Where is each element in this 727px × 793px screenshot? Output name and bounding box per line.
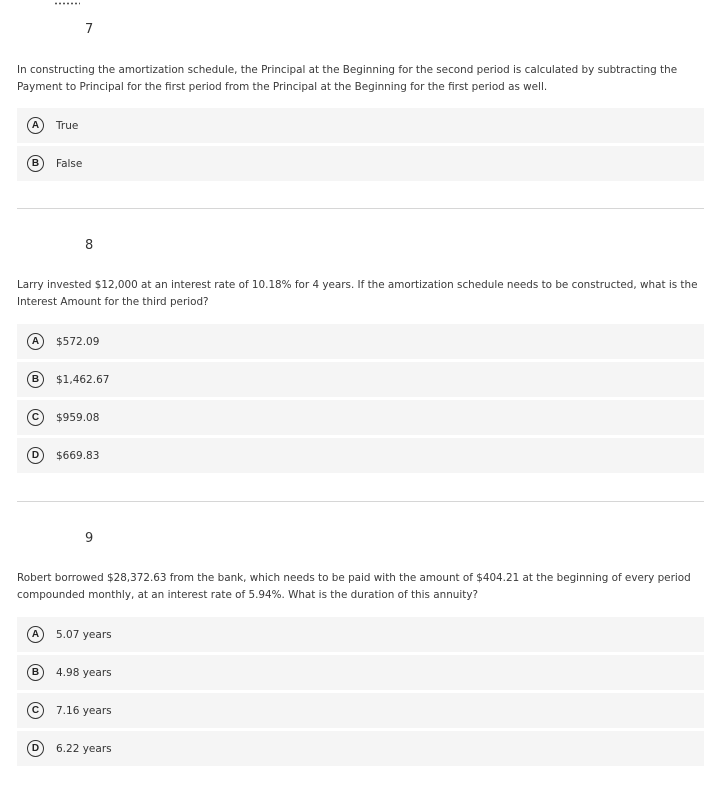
option-c[interactable] <box>17 400 704 435</box>
option-letter-badge: C <box>27 409 44 426</box>
option-a[interactable] <box>17 108 704 143</box>
option-text: $669.83 <box>56 449 100 462</box>
option-letter-badge: C <box>27 702 44 719</box>
option-a[interactable] <box>17 617 704 652</box>
option-b[interactable] <box>17 146 704 181</box>
question-text: In constructing the amortization schedule, the Principal at the Beginning for the second period is calculated by subtracting the Payment to Principal for the first period from the Principal at the Beginning for the first period as well. <box>17 64 678 93</box>
option-text: $1,462.67 <box>56 373 110 386</box>
option-letter-badge: A <box>27 117 44 134</box>
option-text: 7.16 years <box>56 704 112 717</box>
option-text: 4.98 years <box>56 666 112 679</box>
question-text: Larry invested $12,000 at an interest rate of 10.18% for 4 years. If the amortization schedule needs to be constructed, what is the Interest Amount for the third period? <box>17 279 698 308</box>
question-number: 7 <box>85 22 94 37</box>
option-d[interactable] <box>17 731 704 766</box>
option-d[interactable] <box>17 438 704 473</box>
option-text: 5.07 years <box>56 628 112 641</box>
option-letter-badge: A <box>27 626 44 643</box>
option-letter-badge: D <box>27 740 44 757</box>
option-b[interactable] <box>17 655 704 690</box>
option-letter-badge: B <box>27 371 44 388</box>
option-text: True <box>56 119 79 132</box>
option-letter-badge: B <box>27 664 44 681</box>
option-c[interactable] <box>17 693 704 728</box>
question-text: Robert borrowed $28,372.63 from the bank, which needs to be paid with the amount of $404.21 at the beginning of every period compounded monthly, at an interest rate of 5.94%. What is the duration of this annuity? <box>17 572 691 601</box>
option-text: False <box>56 157 83 170</box>
question-number: 8 <box>85 238 94 253</box>
option-letter-badge: B <box>27 155 44 172</box>
option-letter-badge: D <box>27 447 44 464</box>
divider <box>17 501 704 502</box>
option-b[interactable] <box>17 362 704 397</box>
question-number: 9 <box>85 531 94 546</box>
option-letter-badge: A <box>27 333 44 350</box>
option-text: $572.09 <box>56 335 100 348</box>
more-dots <box>54 2 80 5</box>
option-a[interactable] <box>17 324 704 359</box>
option-text: $959.08 <box>56 411 100 424</box>
divider <box>17 208 704 209</box>
option-text: 6.22 years <box>56 742 112 755</box>
